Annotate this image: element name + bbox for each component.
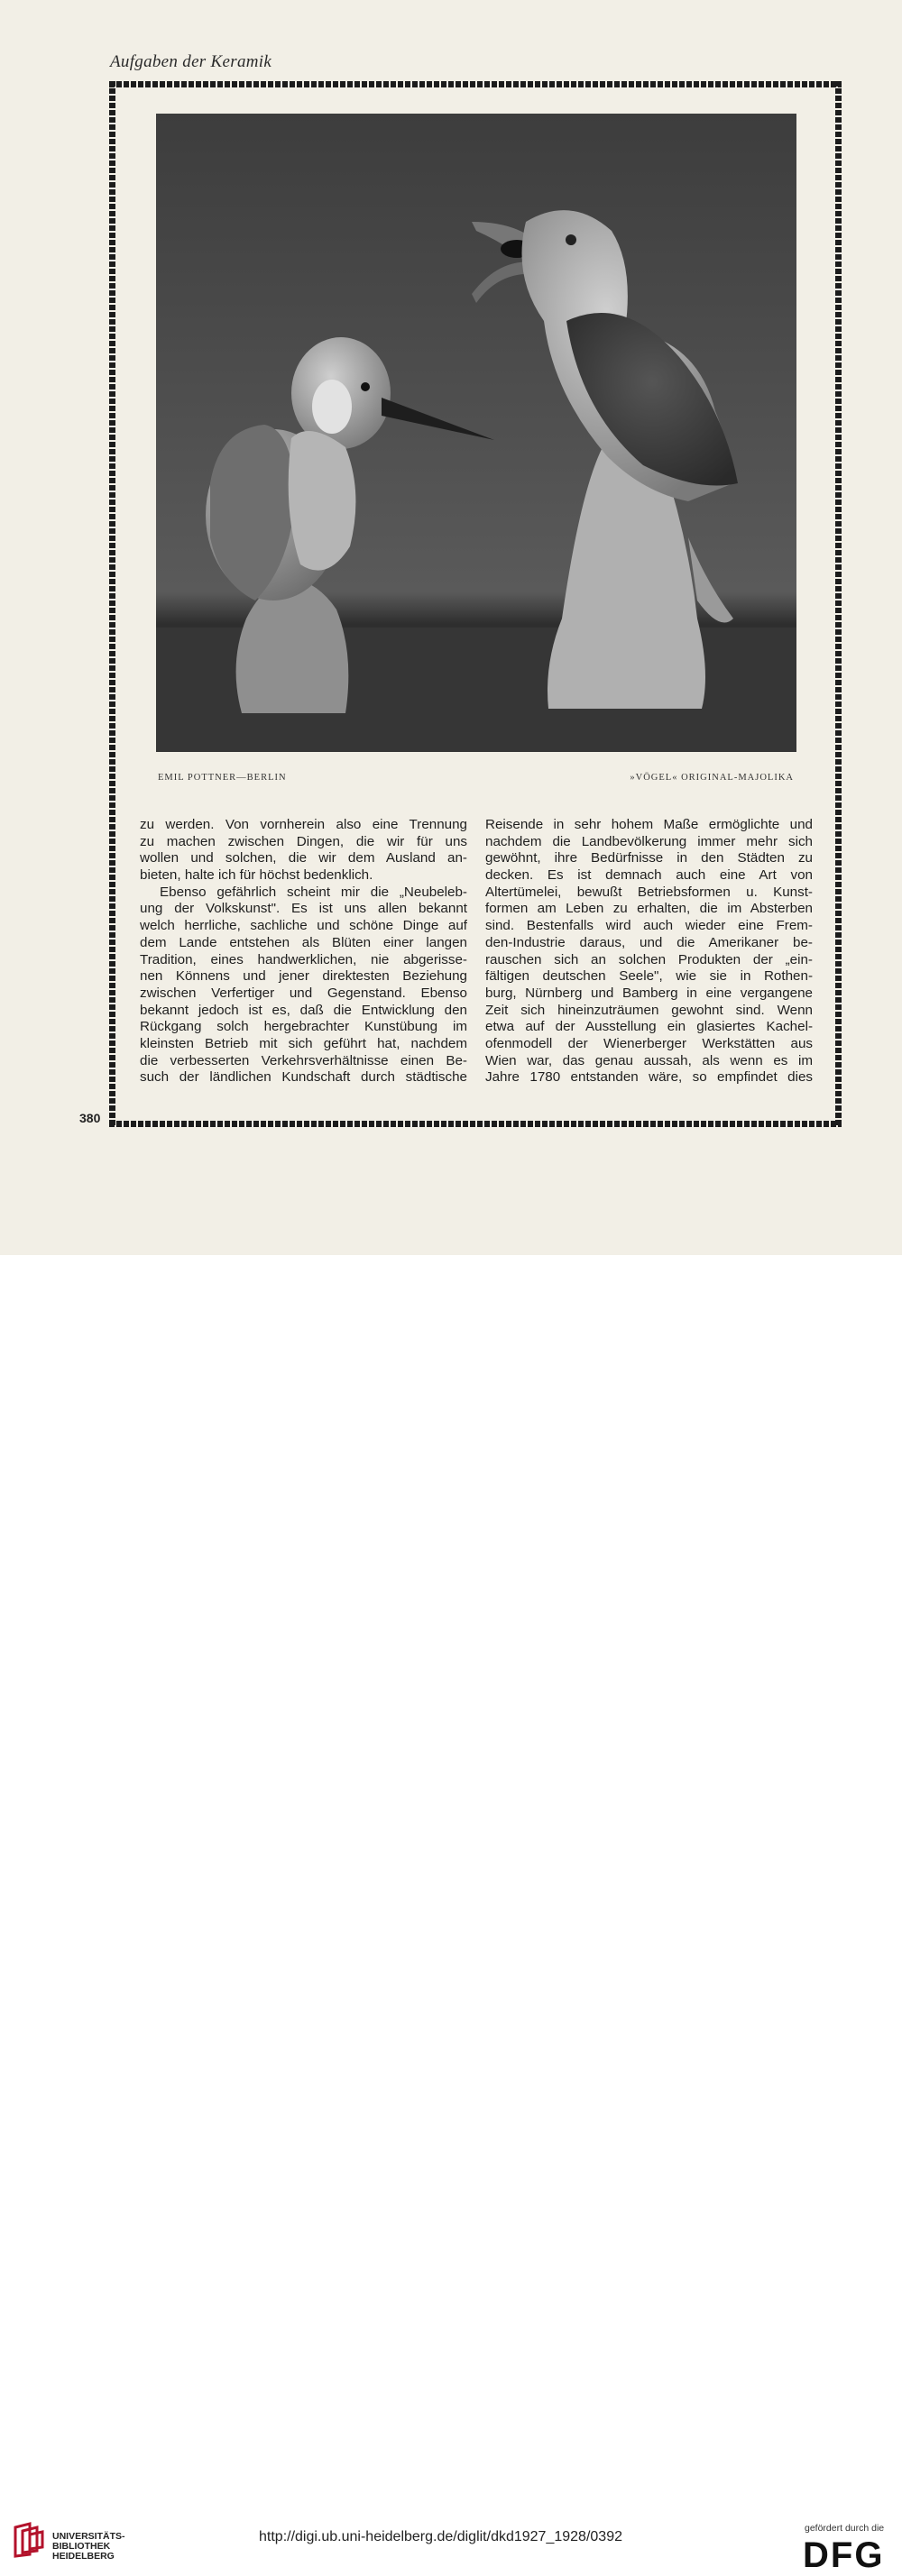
viewer-footer [0,1255,902,2575]
text-line: Altertümelei, bewußt Betriebsformen u. Kunst- [485,884,813,900]
text-line: sind. Bestenfalls wird auch wieder eine Frem- [485,918,813,934]
text-line: zwischen Verfertiger und Gegenstand. Ebenso [140,985,467,1001]
library-name[interactable] [52,2532,125,2562]
text-line: den-Industrie daraus, und die Amerikaner be- [485,934,813,950]
text-line: bieten, halte ich für höchst bedenklich. [140,867,373,884]
dfg-logo[interactable]: DFG [803,2535,885,2575]
library-name-line: BIBLIOTHEK [52,2541,111,2552]
text-line: Tradition, eines handwerklichen, nie abgerisse- [140,951,467,967]
text-line: gewöhnt, ihre Bedürfnisse in den Städten zu [485,850,813,866]
text-line: etwa auf der Ausstellung ein glasiertes Kachel- [485,1019,813,1035]
text-line: zu machen zwischen Dingen, die wir für uns [140,833,467,849]
frame-bottom-border [109,1121,842,1127]
ceramic-birds-photo [156,114,796,752]
text-line: decken. Es ist demnach auch eine Art von [485,867,813,884]
text-line: nachdem die Landbevölkerung immer mehr sich [485,833,813,849]
text-line: Reisende in sehr hohem Maße ermöglichte und [485,817,813,832]
text-line: rauschen sich an solchen Produkten der „ein- [485,951,813,967]
photo-credit: EMIL POTTNER—BERLIN [158,773,287,783]
text-line: Wien war, das genau aussah, als wenn es im [485,1052,813,1068]
funded-by-label: gefördert durch die [805,2523,885,2534]
frame-right-border [835,81,842,1127]
text-column-right [485,817,813,1086]
text-line: burg, Nürnberg und Bamberg in eine vergangene [485,985,813,1001]
text-line: fältigen deutschen Seele", wie sie in Rothen- [485,968,813,985]
library-name-line: UNIVERSITÄTS- [52,2531,125,2542]
text-line: ung der Volkskunst". Es ist uns allen bekannt [140,901,467,917]
text-column-left [140,817,467,1086]
text-line: such der ländlichen Kundschaft durch städtische [140,1069,467,1086]
frame-left-border [109,81,115,1127]
text-line: welch herrliche, sachliche und schöne Dinge auf [140,918,467,934]
text-line: wollen und solchen, die wir dem Ausland an- [140,850,467,866]
scanned-page [0,0,902,1255]
photo-title: »VÖGEL« ORIGINAL-MAJOLIKA [630,773,794,783]
permalink-url[interactable]: http://digi.ub.uni-heidelberg.de/diglit/dkd1927_1928/0392 [259,2529,622,2544]
text-line: kleinsten Betrieb mit sich geführt hat, nachdem [140,1035,467,1051]
library-name-line: HEIDELBERG [52,2551,115,2562]
text-line: ofenmodell der Wienerberger Werkstätten aus [485,1035,813,1051]
frame-top-border [109,81,842,87]
text-line: dem Lande entstehen als Blüten einer langen [140,934,467,950]
text-line: Rückgang solch hergebrachter Kunstübung im [140,1019,467,1035]
text-line: Ebenso gefährlich scheint mir die „Neubeleb- [160,884,467,900]
university-library-logo-icon[interactable] [12,2522,46,2558]
running-head: Aufgaben der Keramik [110,52,272,71]
text-line: nen Könnens und jener direktesten Beziehung [140,968,467,985]
text-line: die verbesserten Verkehrsverhältnisse einen Be- [140,1052,467,1068]
text-line: Jahre 1780 entstanden wäre, so empfindet dies [485,1069,813,1086]
text-line: formen am Leben zu erhalten, die im Absterben [485,901,813,917]
text-line: zu werden. Von vornherein also eine Trennung [140,817,467,832]
text-line: Zeit sich hineinzuträumen gewohnt sind. Wenn [485,1002,813,1018]
page-number: 380 [79,1111,101,1125]
text-line: bekannt jedoch ist es, daß die Entwicklung den [140,1002,467,1018]
